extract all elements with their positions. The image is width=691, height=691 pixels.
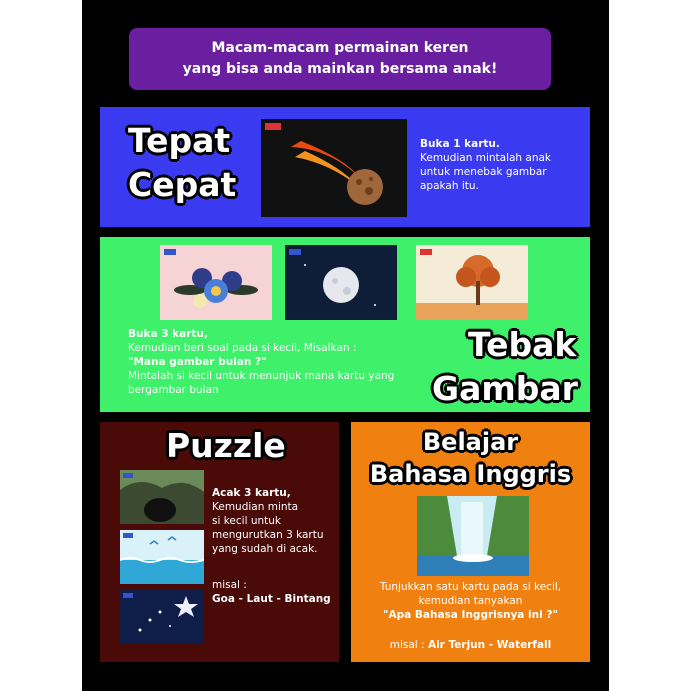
card-flower (160, 245, 272, 320)
tepat-cepat-desc-3: apakah itu. (420, 180, 479, 192)
puzzle-desc-1: Kemudian minta (212, 501, 299, 513)
tepat-cepat-desc-2: untuk menebak gambar (420, 166, 547, 178)
autumn-tree-icon (416, 245, 528, 320)
bahasa-inggris-example (351, 638, 590, 652)
tepat-cepat-title-2: Cepat (128, 165, 237, 204)
puzzle-desc-3: mengurutkan 3 kartu (212, 529, 324, 541)
card-meteor (261, 119, 407, 217)
banner-line-1: Macam-macam permainan keren (211, 40, 469, 56)
tepat-cepat-title-1: Tepat (128, 121, 231, 160)
panel-puzzle (100, 422, 339, 662)
card-tree (416, 245, 528, 320)
bahasa-inggris-title-2: Bahasa Inggris (369, 460, 572, 488)
tebak-gambar-text (128, 327, 428, 397)
moon-icon (285, 245, 397, 320)
bahasa-inggris-misal: misal : (389, 639, 428, 651)
tebak-gambar-title-2: Gambar (432, 369, 578, 408)
meteor-icon (261, 119, 407, 217)
puzzle-misal: misal : (212, 579, 247, 591)
tebak-gambar-step: Buka 3 kartu, (128, 328, 208, 340)
bahasa-inggris-text (351, 580, 590, 622)
puzzle-title: Puzzle (166, 426, 286, 465)
panel-bahasa-inggris (351, 422, 590, 662)
bahasa-inggris-quote: "Apa Bahasa Inggrisnya ini ?" (383, 609, 558, 621)
puzzle-example (212, 578, 337, 606)
tepat-cepat-desc-1: Kemudian mintalah anak (420, 152, 552, 164)
panel-tebak-gambar (100, 237, 590, 412)
tebak-gambar-desc-2: Mintalah si kecil untuk menunjuk mana kartu yang (128, 370, 395, 382)
tepat-cepat-step: Buka 1 kartu. (420, 138, 500, 150)
tebak-gambar-desc-3: bergambar bulan (128, 384, 219, 396)
puzzle-step: Acak 3 kartu, (212, 487, 291, 499)
puzzle-desc-2: si kecil untuk (212, 515, 281, 527)
tebak-gambar-title-1: Tebak (468, 325, 577, 364)
tepat-cepat-text (420, 137, 585, 193)
poster (82, 0, 609, 691)
puzzle-example-value: Goa - Laut - Bintang (212, 593, 331, 605)
banner-line-2: yang bisa anda mainkan bersama anak! (182, 61, 498, 77)
tebak-gambar-desc-1: Kemudian beri soal pada si kecil, Misalkan : (128, 342, 357, 354)
card-waterfall (417, 496, 529, 576)
bahasa-inggris-example-value: Air Terjun - Waterfall (427, 639, 552, 651)
card-cave (120, 470, 204, 524)
bahasa-inggris-desc-1: Tunjukkan satu kartu pada si kecil, (379, 581, 562, 593)
cave-icon (120, 470, 204, 524)
sea-icon (120, 530, 204, 584)
bahasa-inggris-desc-2: kemudian tanyakan (418, 595, 523, 607)
card-sea (120, 530, 204, 584)
panel-tepat-cepat (100, 107, 590, 227)
tebak-gambar-quote: "Mana gambar bulan ?" (128, 356, 267, 368)
flower-icon (160, 245, 272, 320)
header-banner (129, 28, 551, 90)
bahasa-inggris-title-1: Belajar (422, 428, 519, 456)
puzzle-desc-4: yang sudah di acak. (212, 543, 318, 555)
puzzle-text (212, 486, 337, 556)
waterfall-icon (417, 496, 529, 576)
stars-icon (120, 590, 204, 644)
card-stars (120, 590, 204, 644)
card-moon (285, 245, 397, 320)
